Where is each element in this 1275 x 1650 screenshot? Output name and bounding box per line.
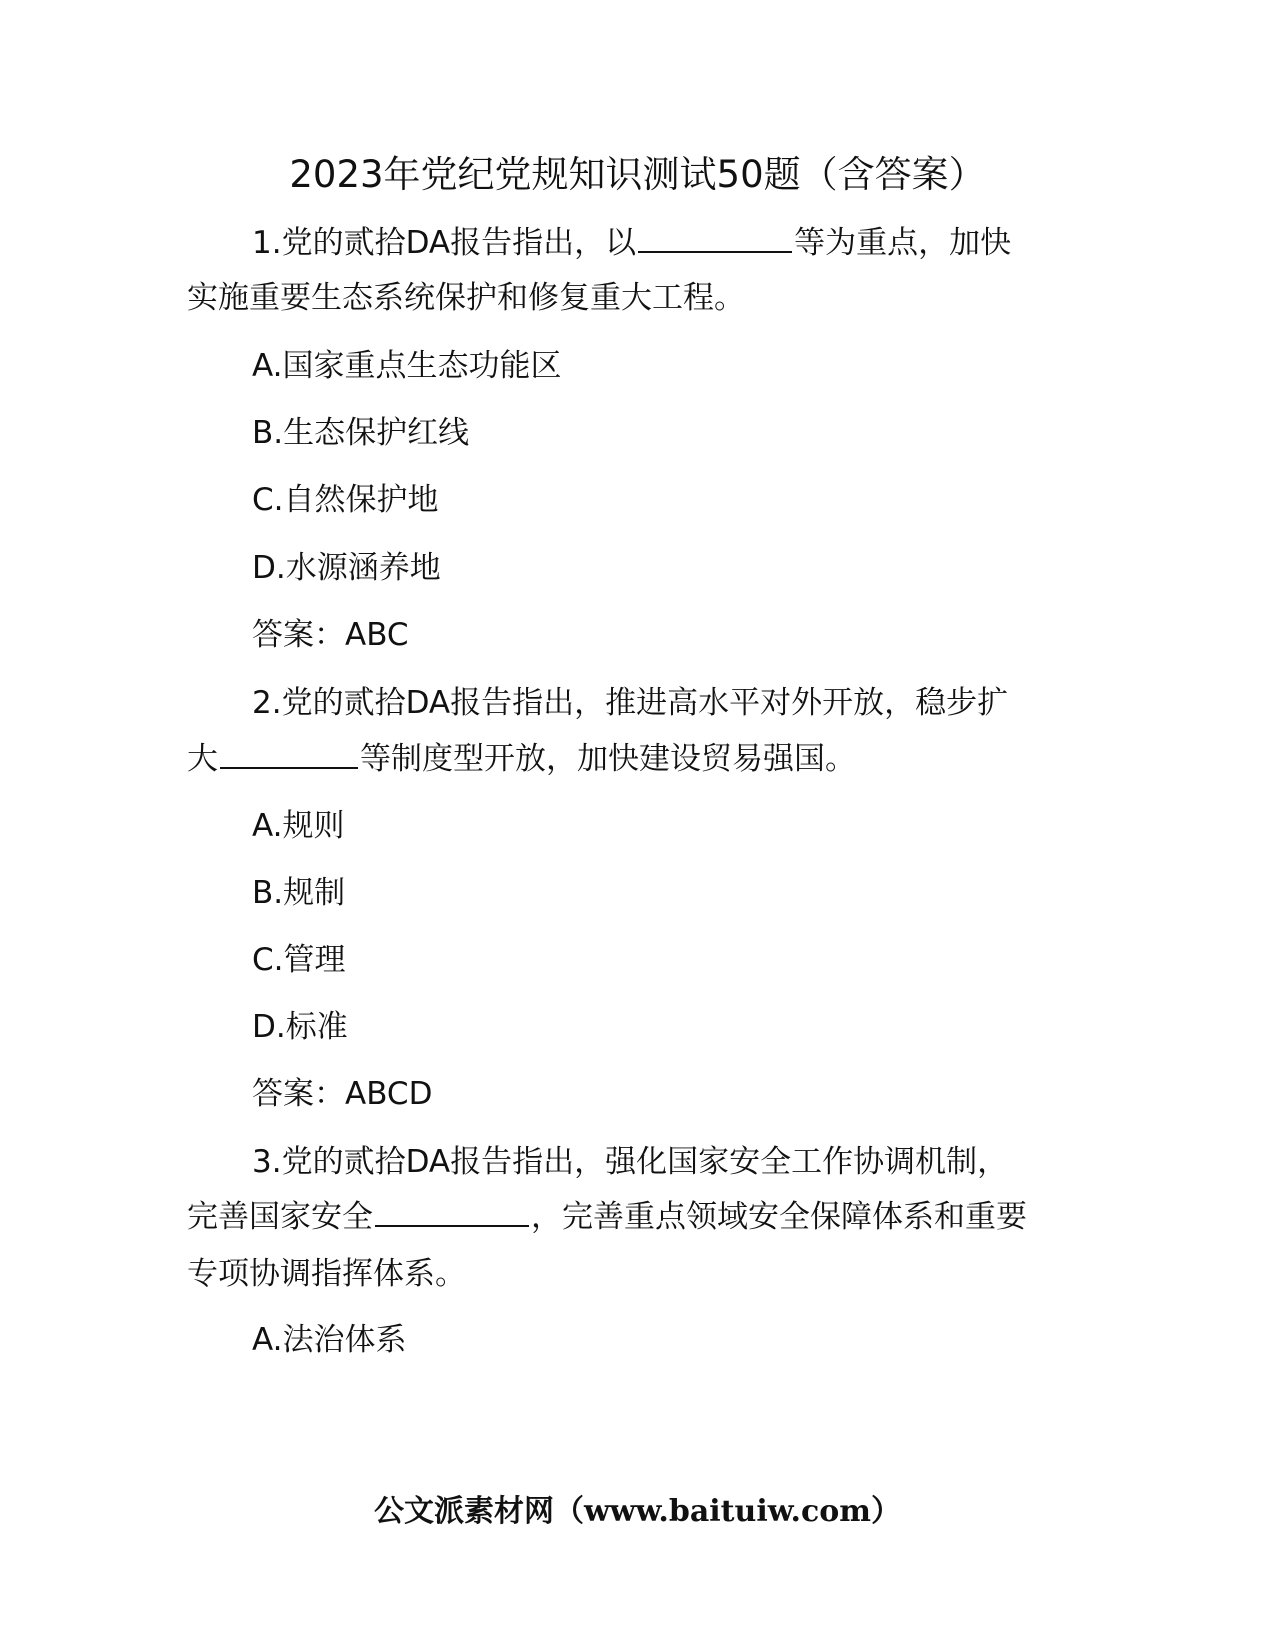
question-3-option-a: A.法治体系 xyxy=(252,1322,407,1358)
question-1-line-2: 实施重要生态系统保护和修复重大工程。 xyxy=(187,280,745,316)
question-1-option-b: B.生态保护红线 xyxy=(252,415,470,451)
fill-blank xyxy=(375,1195,529,1227)
question-1-option-a: A.国家重点生态功能区 xyxy=(252,348,562,384)
question-2-option-c: C.管理 xyxy=(252,942,346,978)
footer-watermark: 公文派素材网（www.baituiw.com） xyxy=(373,1494,902,1529)
question-2-line-2: 大 等制度型开放，加快建设贸易强国。 xyxy=(187,737,856,781)
question-2-answer: 答案：ABCD xyxy=(252,1076,433,1112)
question-3-line-2: 完善国家安全 ，完善重点领域安全保障体系和重要 xyxy=(187,1195,1027,1239)
question-2-option-d: D.标准 xyxy=(252,1009,348,1045)
question-2-line-1: 2.党的贰拾DA报告指出，推进高水平对外开放，稳步扩 xyxy=(252,685,1009,721)
question-3-line-1: 3.党的贰拾DA报告指出，强化国家安全工作协调机制， xyxy=(252,1144,1009,1180)
question-2-option-b: B.规制 xyxy=(252,875,346,911)
page-title: 2023年党纪党规知识测试50题（含答案） xyxy=(289,153,986,196)
fill-blank xyxy=(638,221,792,253)
question-2-option-a: A.规则 xyxy=(252,808,345,844)
question-1-answer: 答案：ABC xyxy=(252,617,409,653)
fill-blank xyxy=(220,737,358,769)
question-1-option-c: C.自然保护地 xyxy=(252,482,439,518)
question-1-option-d: D.水源涵养地 xyxy=(252,550,441,586)
question-1-line-1: 1.党的贰拾DA报告指出，以 等为重点，加快 xyxy=(252,221,1011,265)
question-3-line-3: 专项协调指挥体系。 xyxy=(187,1256,466,1292)
